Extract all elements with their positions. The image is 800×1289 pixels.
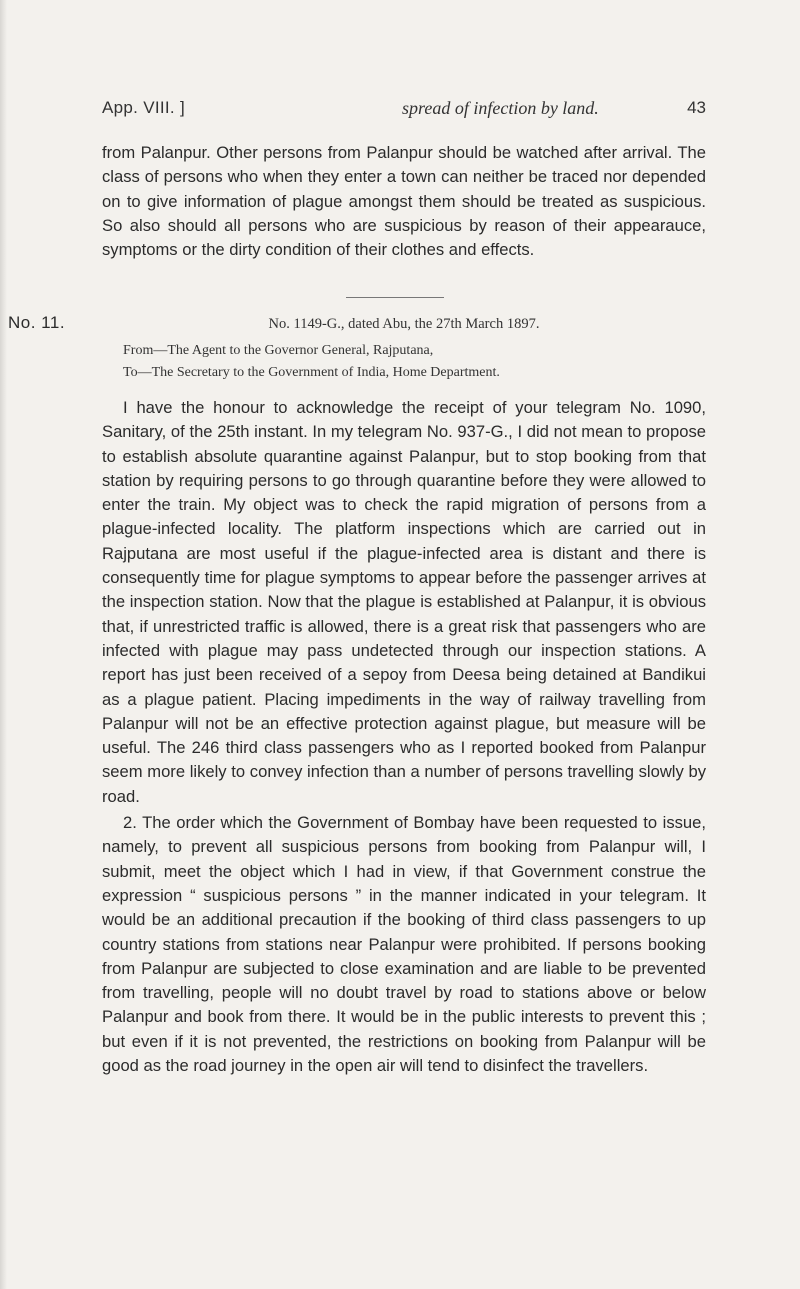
document-reference: No. 1149-G., dated Abu, the 27th March 1897. <box>268 316 540 332</box>
letter-paragraph-1: I have the honour to acknowledge the receipt of your telegram No. 1090, Sanitary, of the 25th instant. In my telegram No. 937-G., I did not mean to propose to establish absolute quarantine against Palanpur, but to stop booking from that station by requiring persons to go through quarantine before they were allowed to enter the train. My object was to check the rapid migration of persons from a plague-infected locality. The platform inspections which are carried out in Rajputana are most useful if the plague-infected area is distant and there is consequently time for plague symptoms to appear before the passenger arrives at the inspection station. Now that the plague is established at Palanpur, it is obvious that, if unrestricted traffic is allowed, there is a great risk that passengers who are infected with plague may pass undetected through our inspection stations. A report has just been received of a sepoy from Deesa being detained at Bandikui as a plague patient. Placing impediments in the way of railway travelling from Palanpur will not be an effective protection against plague, but measure will be useful. The 246 third class passengers who as I reported booked from Palanpur seem more likely to convey infection than a number of persons travelling slowly by road. <box>102 398 706 806</box>
section-divider <box>346 297 444 298</box>
running-header <box>102 98 706 128</box>
intro-paragraph: from Palanpur. Other persons from Palanpur should be watched after arrival. The class of persons who when they enter a town can neither be traced nor depended on to give information of plague amongst them should be treated as suspicious. So also should all persons who are suspicious by reason of their appearauce, symptoms or the dirty condition of their clothes and effects. <box>102 143 706 260</box>
intro-paragraph-block <box>102 141 706 262</box>
page-number: 43 <box>687 98 706 117</box>
to-line: To—The Secretary to the Government of India, Home Department. <box>123 365 500 380</box>
appendix-label: App. VIII. ] <box>102 98 185 117</box>
running-title: spread of infection by land. <box>402 98 599 118</box>
letter-body <box>102 396 706 1078</box>
from-line: From—The Agent to the Governor General, Rajputana, <box>123 343 434 358</box>
letter-paragraph-2: 2. The order which the Government of Bombay have been requested to issue, namely, to prevent all suspicious persons from booking from Palanpur will, I submit, meet the object which I had in view, if that Government construe the expression “ suspicious persons ” in the manner indicated in your telegram. It would be an additional precaution if the booking of third class passengers to up country stations from stations near Palanpur were prohibited. If persons booking from Palanpur are subjected to close examination and are liable to be prevented from travelling, people will no doubt travel by road to stations above or below Palanpur and book from there. It would be in the public interests to prevent this ; but even if it is not prevented, the restrictions on booking from Palanpur will be good as the road journey in the open air will tend to disinfect the travellers. <box>102 813 706 1076</box>
page-edge-shadow <box>0 0 7 1289</box>
margin-document-number: No. 11. <box>8 313 66 332</box>
